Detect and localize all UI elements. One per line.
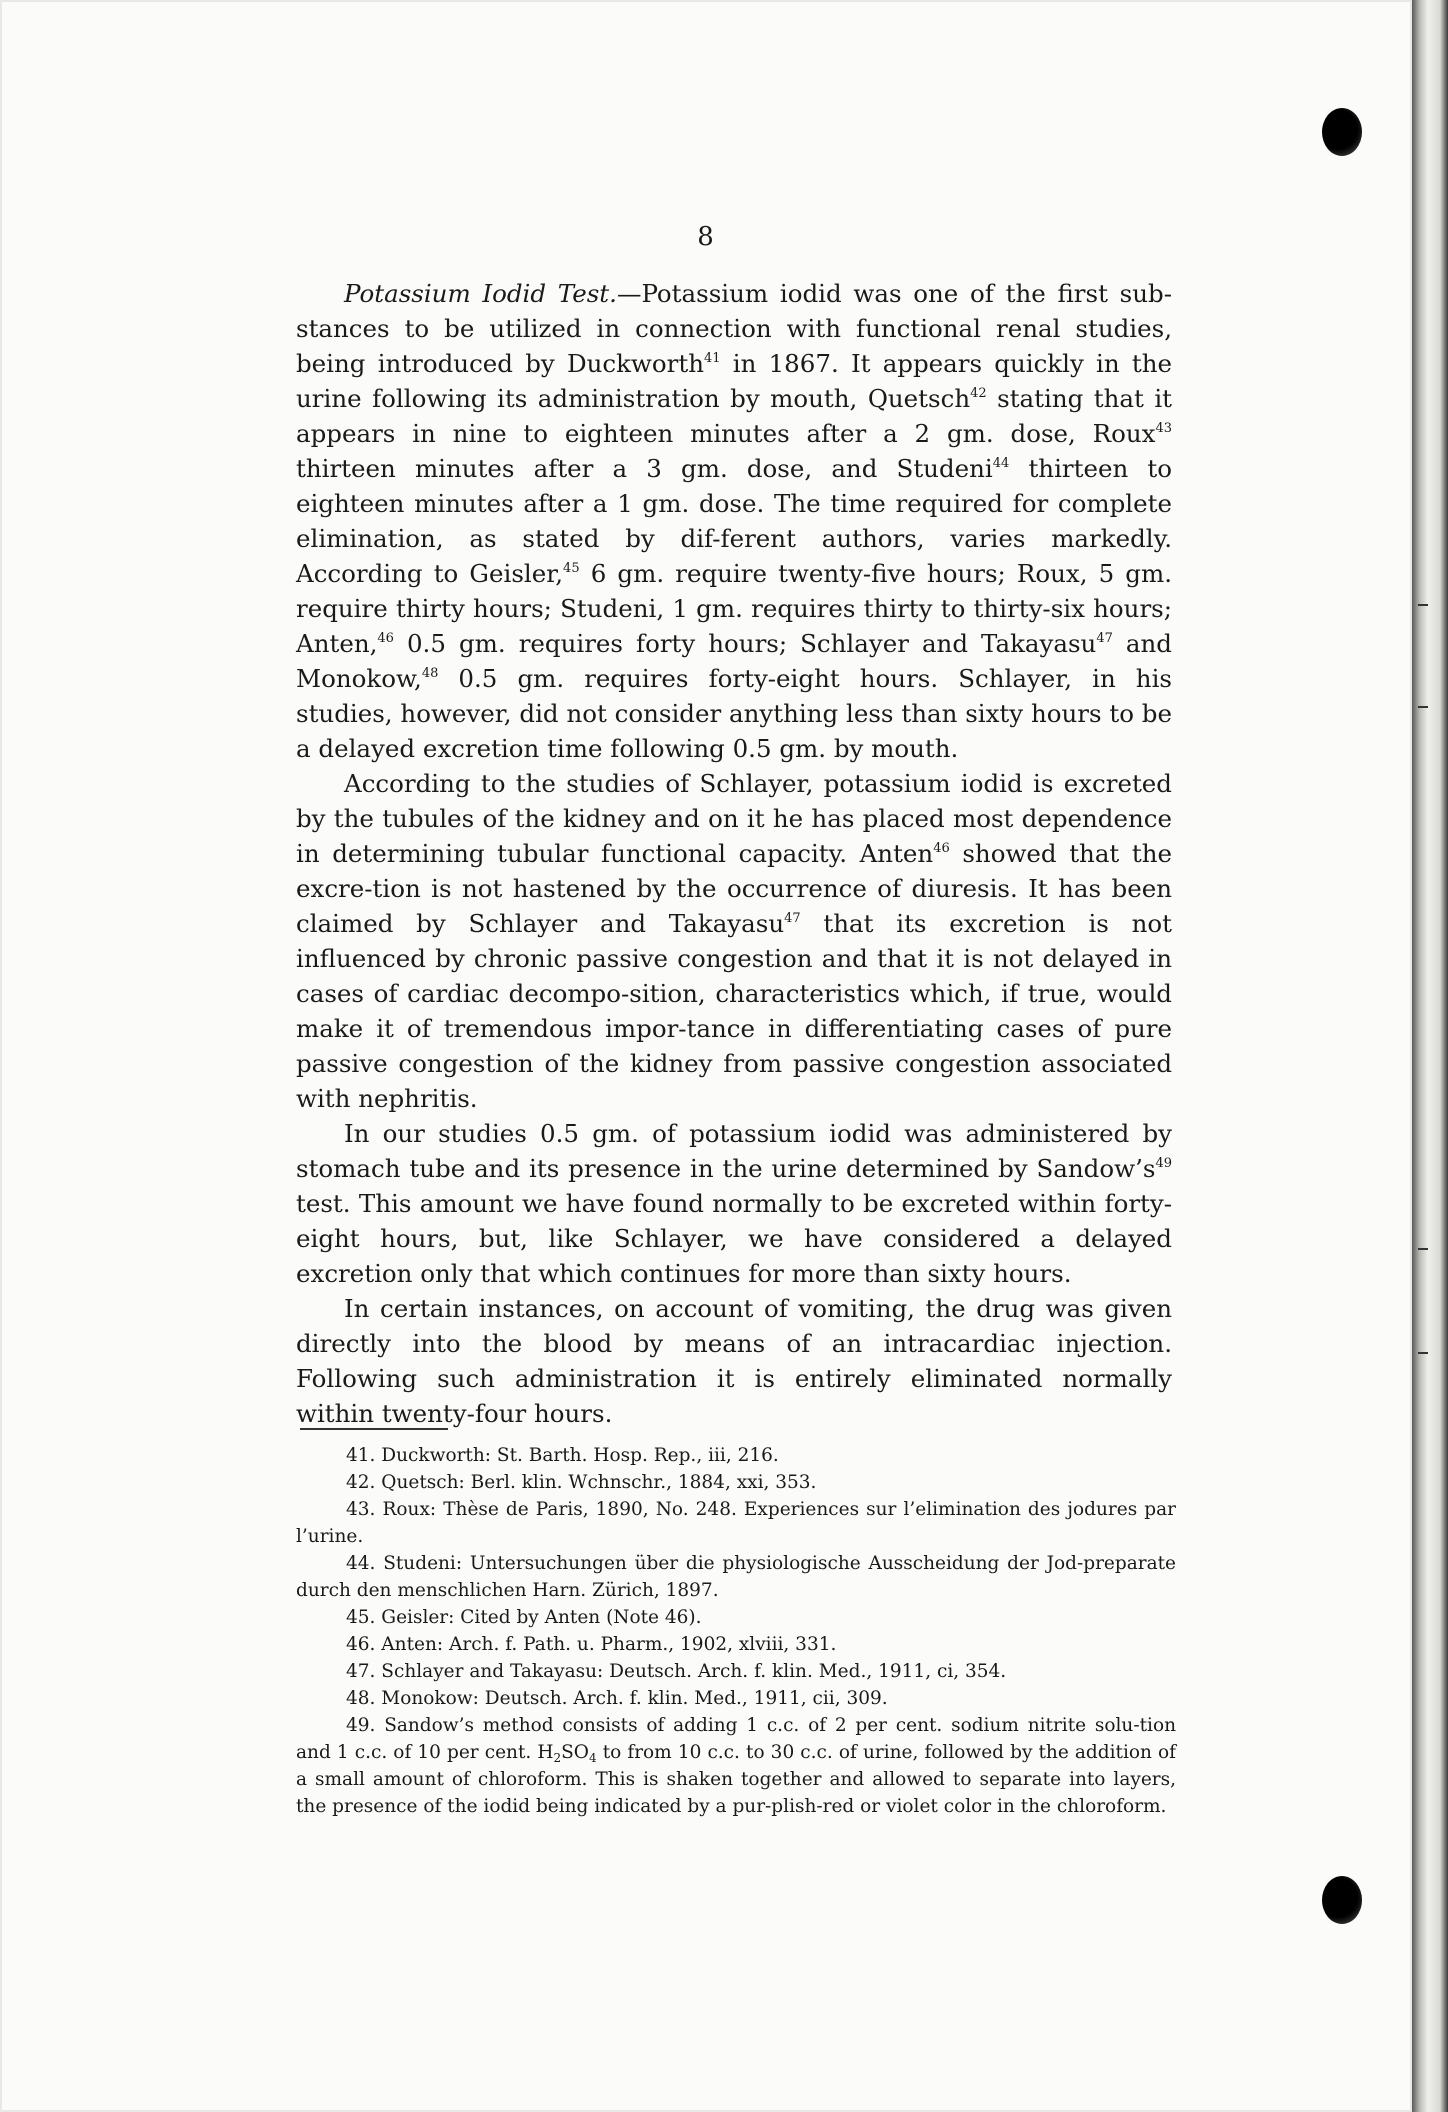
footnote-ref: 44 — [992, 456, 1010, 471]
footnote-ref: 49 — [1155, 1156, 1172, 1171]
footnote-divider — [300, 1428, 448, 1430]
footnote-ref: 41 — [704, 351, 721, 366]
footnote-42: 42. Quetsch: Berl. klin. Wchnschr., 1884, xxi, 353. — [346, 1472, 817, 1493]
page-edge — [1412, 0, 1448, 2112]
page-number: 8 — [697, 222, 715, 252]
paragraph-our-studies: In our studies 0.5 gm. of potassium iodid was administered by stomach tube and its presence in the urine determined by $Sandow’s^{49}$ test. This amount we have found normally to be excreted within forty-eight hours, but, like Schlayer, we have considered a delayed excretion only that which continues for more than sixty hours. — [296, 1119, 1172, 1288]
paragraph-schlayer-studies: According to the studies of Schlayer, potassium iodid is excreted by the tubules of the kidney and on it he has placed most dependence in determining tubular functional capacity. Anten$^{46}$ showed that the excre-tion is not hastened by the occurrence of diuresis. It has been claimed by Schlayer and Takayasu$^{47}$ that its excretion is not influenced by chronic passive congestion and that it is not delayed in cases of cardiac decompo-sition, characteristics which, if true, would make it of tremendous impor-tance in differentiating cases of pure passive congestion of the kidney from passive congestion associated with nephritis. — [296, 769, 1172, 1113]
footnote-ref: 43 — [1155, 421, 1172, 436]
footnote-44: 44. Studeni: Untersuchungen über die physiologische Ausscheidung der Jod-preparate durch den menschlichen Harn. Zürich, 1897. — [296, 1553, 1176, 1601]
edge-mark — [1418, 604, 1428, 606]
binder-hole-bottom — [1322, 1876, 1362, 1924]
footnote-43: 43. Roux: Thèse de Paris, 1890, No. 248. Experiences sur l’elimination des jodures par l’urine. — [296, 1499, 1176, 1547]
binder-hole-top — [1322, 108, 1362, 156]
footnote-49: 49. Sandow’s method consists of adding 1 c.c. of 2 per cent. sodium nitrite solu-tion and 1 c.c. of 10 per cent. $H_2SO_4$ to from 10 c.c. to 30 c.c. of urine, followed by the addition of a small amount of chloroform. This is shaken together and allowed to separate into layers, the presence of the iodid being indicated by a pur-plish-red or violet color in the chloroform. — [296, 1715, 1176, 1817]
footnote-ref: 47 — [784, 911, 801, 926]
edge-mark — [1418, 1352, 1428, 1354]
footnote-45: 45. Geisler: Cited by Anten (Note 46). — [346, 1607, 702, 1628]
footnote-41: 41. Duckworth: St. Barth. Hosp. Rep., iii, 216. — [346, 1445, 779, 1466]
paragraph-potassium-iodid: Potassium Iodid Test.—Potassium iodid was one of the first sub-stances to be utilized in connection with functional renal studies, being introduced by Duckworth$^{41}$ in 1867. It appears quickly in the urine following its administration by mouth, Quetsch$^{42}$ stating that it appears in nine to eighteen minutes after a 2 gm. dose, Roux$^{43}$ thirteen minutes after a 3 gm. dose, and Studeni$^{44}$ thirteen to eighteen minutes after a 1 gm. dose. The time required for complete elimination, as stated by dif-ferent authors, varies markedly. According to Geisler,$^{45}$ 6 gm. require twenty-five hours; Roux, 5 gm. require thirty hours; Studeni, 1 gm. requires thirty to thirty-six hours; Anten,$^{46}$ 0.5 gm. requires forty hours; Schlayer and Takayasu$^{47}$ and Monokow,$^{48}$ 0.5 gm. requires forty-eight hours. Schlayer, in his studies, however, did not consider anything less than sixty hours to be a delayed excretion time following 0.5 gm. by mouth. — [296, 279, 1173, 763]
edge-mark — [1418, 706, 1428, 708]
body-text — [296, 276, 1172, 1431]
footnote-ref: 45 — [563, 561, 580, 576]
footnote-ref: 42 — [970, 386, 987, 401]
footnote-47: 47. Schlayer and Takayasu: Deutsch. Arch. f. klin. Med., 1911, ci, 354. — [346, 1661, 1007, 1682]
footnote-ref: 47 — [1096, 631, 1113, 646]
paragraph-intracardiac: In certain instances, on account of vomiting, the drug was given directly into the blood by means of an intracardiac injection. Following such administration it is entirely eliminated normally within twenty-four hours. — [296, 1294, 1172, 1428]
edge-mark — [1418, 1248, 1428, 1250]
footnote-ref: 48 — [421, 666, 439, 681]
footnotes — [296, 1442, 1176, 1820]
footnote-48: 48. Monokow: Deutsch. Arch. f. klin. Med., 1911, cii, 309. — [346, 1688, 888, 1709]
footnote-ref: 46 — [933, 841, 950, 856]
footnote-46: 46. Anten: Arch. f. Path. u. Pharm., 1902, xlviii, 331. — [346, 1634, 837, 1655]
footnote-ref: 46 — [377, 631, 394, 646]
section-title: Potassium Iodid Test. — [344, 279, 617, 308]
